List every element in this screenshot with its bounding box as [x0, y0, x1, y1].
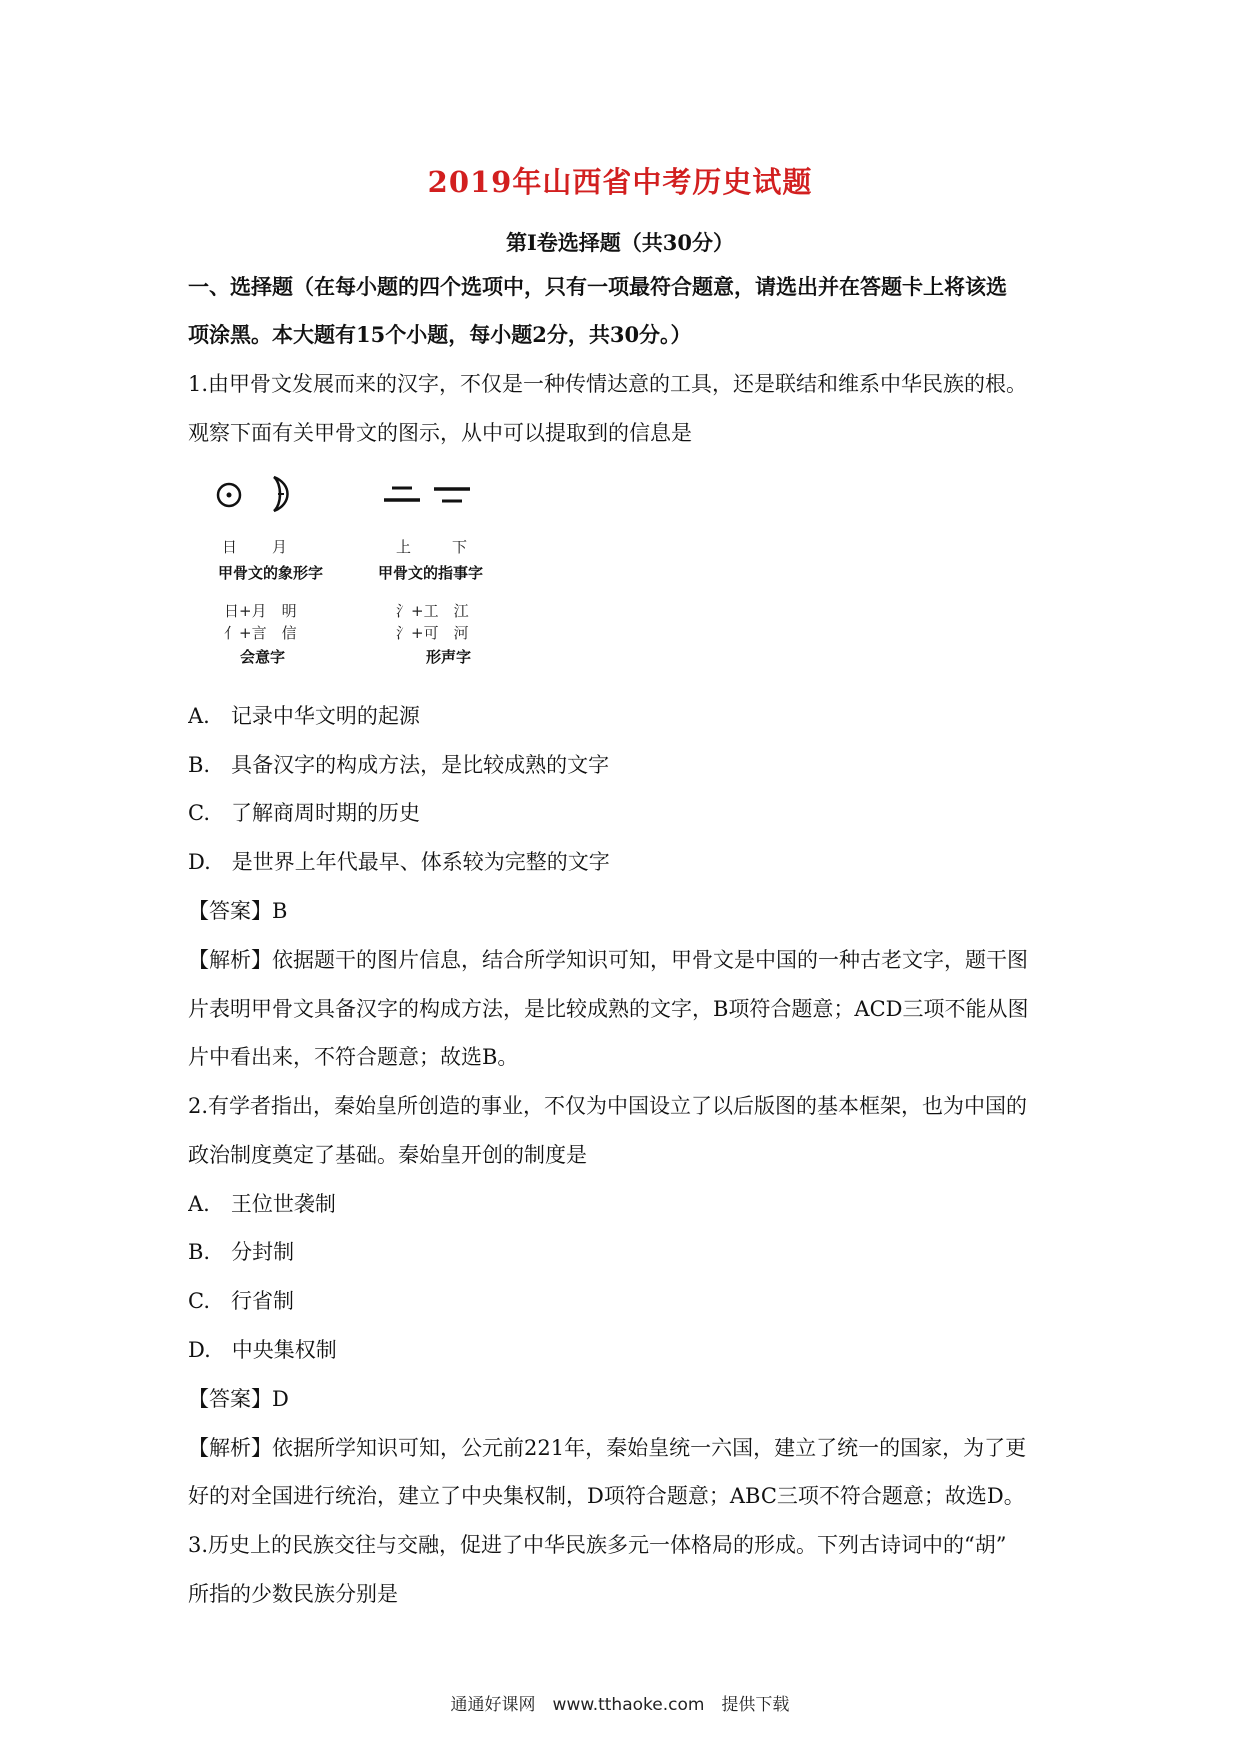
oracle-sun-icon: [214, 480, 244, 510]
phonetic-row-2: 氵+可 河: [396, 624, 469, 642]
q1-option-d: D. 是世界上年代最早、体系较为完整的文字: [188, 850, 610, 874]
q3-stem-line-2: 所指的少数民族分别是: [188, 1582, 398, 1606]
phonetic-row-1: 氵+工 江: [396, 602, 469, 620]
q2-analysis-line-2: 好的对全国进行统治，建立了中央集权制，D项符合题意；ABC三项不符合题意；故选D。: [188, 1484, 1025, 1508]
page-title: 2019年山西省中考历史试题: [427, 165, 813, 199]
label-xia: 下: [452, 538, 468, 556]
label-ri: 日: [222, 538, 238, 556]
caption-phonetic: 形声字: [426, 648, 472, 666]
q1-stem-line-2: 观察下面有关甲骨文的图示，从中可以提取到的信息是: [188, 421, 692, 445]
page-subtitle: 第Ⅰ卷选择题（共30分）: [505, 230, 735, 255]
q2-stem-line-1: 2.有学者指出，秦始皇所创造的事业，不仅为中国设立了以后版图的基本框架，也为中国的: [188, 1094, 1028, 1118]
caption-pictographs: 甲骨文的象形字: [218, 564, 324, 582]
q2-option-a: A. 王位世袭制: [188, 1192, 336, 1216]
q1-option-c: C. 了解商周时期的历史: [188, 801, 420, 825]
compound-row-1: 日+月 明: [224, 602, 297, 620]
oracle-moon-icon: [268, 474, 294, 514]
section-heading-line-2: 项涂黑。本大题有15个小题，每小题2分，共30分。）: [188, 322, 692, 347]
q1-stem-line-1: 1.由甲骨文发展而来的汉字，不仅是一种传情达意的工具，还是联结和维系中华民族的根。: [188, 372, 1028, 396]
label-shang: 上: [396, 538, 412, 556]
q3-stem-line-1: 3.历史上的民族交往与交融，促进了中华民族多元一体格局的形成。下列古诗词中的“胡”: [188, 1533, 1007, 1557]
section-heading-line-1: 一、选择题（在每小题的四个选项中，只有一项最符合题意，请选出并在答题卡上将该选: [188, 274, 1007, 299]
oracle-shang-icon: [382, 482, 422, 508]
caption-indicatives: 甲骨文的指事字: [378, 564, 484, 582]
q2-option-d: D. 中央集权制: [188, 1338, 337, 1362]
compound-row-2: 亻+言 信: [224, 624, 297, 642]
q2-stem-line-2: 政治制度奠定了基础。秦始皇开创的制度是: [188, 1143, 587, 1167]
q2-analysis-line-1: 【解析】依据所学知识可知，公元前221年，秦始皇统一六国，建立了统一的国家，为了更: [188, 1436, 1027, 1460]
q1-option-a: A. 记录中华文明的起源: [188, 704, 420, 728]
q1-answer: 【答案】B: [188, 899, 288, 923]
q1-analysis-line-3: 片中看出来，不符合题意；故选B。: [188, 1045, 519, 1069]
oracle-bone-figure: [210, 480, 510, 670]
oracle-xia-icon: [432, 482, 472, 508]
q1-option-b: B. 具备汉字的构成方法，是比较成熟的文字: [188, 753, 610, 777]
q2-option-b: B. 分封制: [188, 1240, 295, 1264]
q1-analysis-line-1: 【解析】依据题干的图片信息，结合所学知识可知，甲骨文是中国的一种古老文字，题干图: [188, 948, 1028, 972]
caption-compound: 会意字: [240, 648, 286, 666]
q2-answer: 【答案】D: [188, 1387, 289, 1411]
q1-analysis-line-2: 片表明甲骨文具备汉字的构成方法，是比较成熟的文字，B项符合题意；ACD三项不能从图: [188, 997, 1029, 1021]
label-yue: 月: [272, 538, 288, 556]
page-footer: 通通好课网 www.tthaoke.com 提供下载: [450, 1695, 790, 1715]
q2-option-c: C. 行省制: [188, 1289, 294, 1313]
